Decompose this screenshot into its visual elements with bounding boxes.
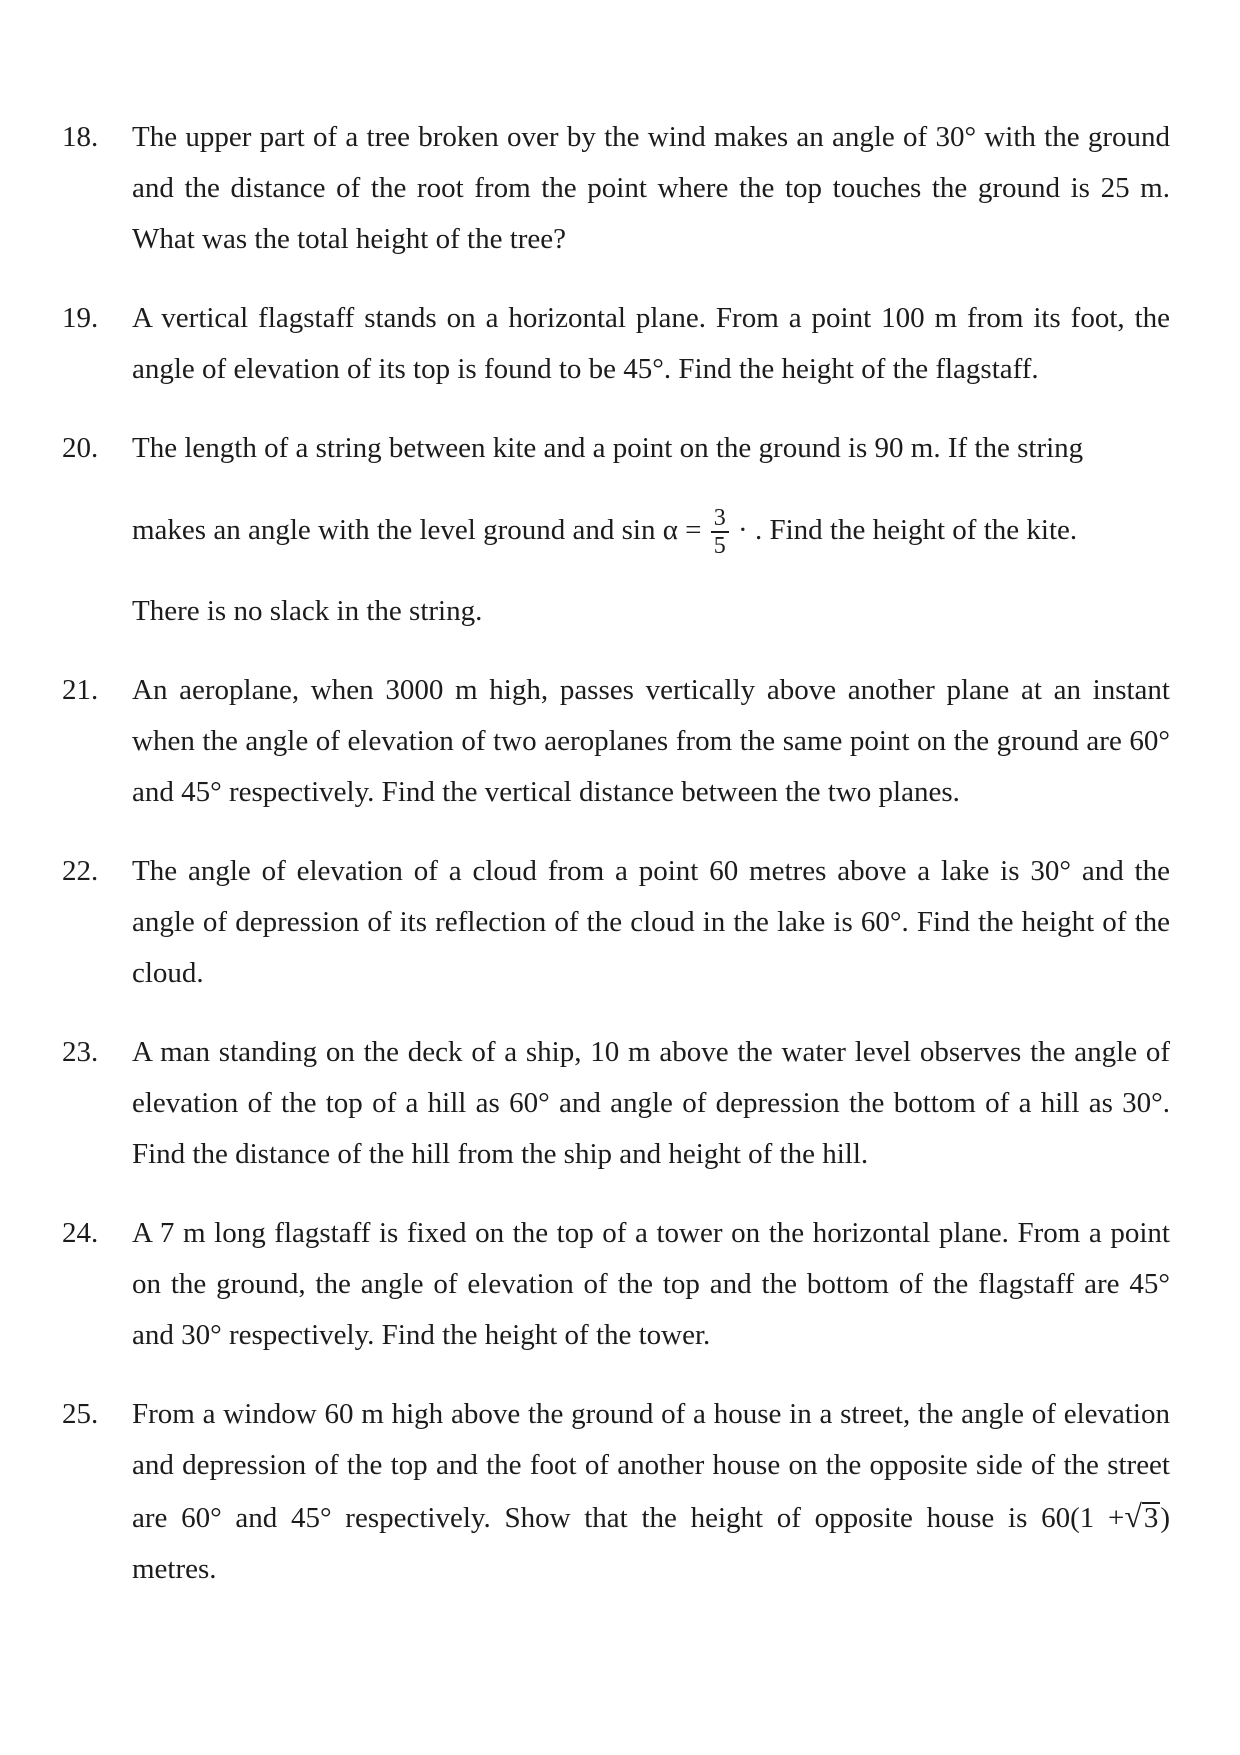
question-number: 24. — [62, 1217, 99, 1249]
question-number: 25. — [62, 1398, 99, 1430]
question-text: The upper part of a tree broken over by the wind makes an angle of 30° with the ground and the distance of the root from the point where the top touches the ground is 25 m. What was the total height of the tree? — [132, 121, 1170, 255]
question-22 — [62, 846, 1170, 999]
question-number: 19. — [62, 302, 99, 334]
question-text: A man standing on the deck of a ship, 10 m above the water level observes the angle of elevation of the top of a hill as 60° and angle of depression the bottom of a hill as 30°. Find the distance of the hill from the ship and height of the hill. — [132, 1036, 1170, 1170]
sqrt-value: 3 — [1143, 1502, 1159, 1534]
math-expression — [1041, 1498, 1171, 1534]
radical-sign: √ — [1124, 1498, 1142, 1534]
text-segment: makes an angle with the level ground and — [132, 514, 615, 546]
question-18 — [62, 112, 1170, 265]
text-segment: house is — [926, 1502, 1028, 1534]
question-text: The angle of elevation of a cloud from a point 60 metres above a lake is 30° and the angle of depression of its reflection of the cloud in the lake is 60°. Find the height of the cloud. — [132, 855, 1170, 989]
question-19 — [62, 293, 1170, 395]
question-number: 18. — [62, 121, 99, 153]
question-text — [132, 1389, 1170, 1595]
question-number: 23. — [62, 1036, 99, 1068]
question-line: There is no slack in the string. — [132, 595, 483, 627]
sin-alpha-label: sin α = — [621, 514, 702, 546]
fraction-denominator: 5 — [713, 533, 726, 560]
fraction — [711, 505, 729, 559]
question-number: 20. — [62, 432, 99, 464]
question-number: 21. — [62, 674, 99, 706]
question-text: A 7 m long flagstaff is fixed on the top of a tower on the horizontal plane. From a point on the ground, the angle of elevation of the top and the bottom of the flagstaff are 45° and 30° respectively. Find the height of the tower. — [132, 1217, 1170, 1351]
question-text — [132, 423, 1170, 637]
question-line: The length of a string between kite and a point on the ground is 90 m. If the string — [132, 432, 1084, 464]
fraction-numerator: 3 — [711, 505, 729, 533]
math-prefix: 60(1 + — [1041, 1502, 1125, 1534]
text-segment: · . Find the height of the kite. — [738, 514, 1078, 546]
question-text: A vertical flagstaff stands on a horizontal plane. From a point 100 m from its foot, the angle of elevation of its top is found to be 45°. Find the height of the flagstaff. — [132, 302, 1170, 385]
text-segment: metres. — [132, 1553, 217, 1585]
question-23 — [62, 1027, 1170, 1180]
question-number: 22. — [62, 855, 99, 887]
question-24 — [62, 1208, 1170, 1361]
question-25 — [62, 1389, 1170, 1595]
question-line-with-formula — [132, 500, 1170, 560]
question-20 — [62, 423, 1170, 637]
math-suffix: ) — [1160, 1502, 1171, 1534]
text-segment: From a window 60 m high above the ground of a house in a street, the angle of elevation and depression of the top and the foot of another house on the opposite side of the street are 60° and 45° respectively. Show that the height of opposite — [132, 1398, 1170, 1534]
question-21 — [62, 665, 1170, 818]
question-text: An aeroplane, when 3000 m high, passes vertically above another plane at an instant when the angle of elevation of two aeroplanes from the same point on the ground are 60° and 45° respectively. Find the vertical distance between the two planes. — [132, 674, 1170, 808]
